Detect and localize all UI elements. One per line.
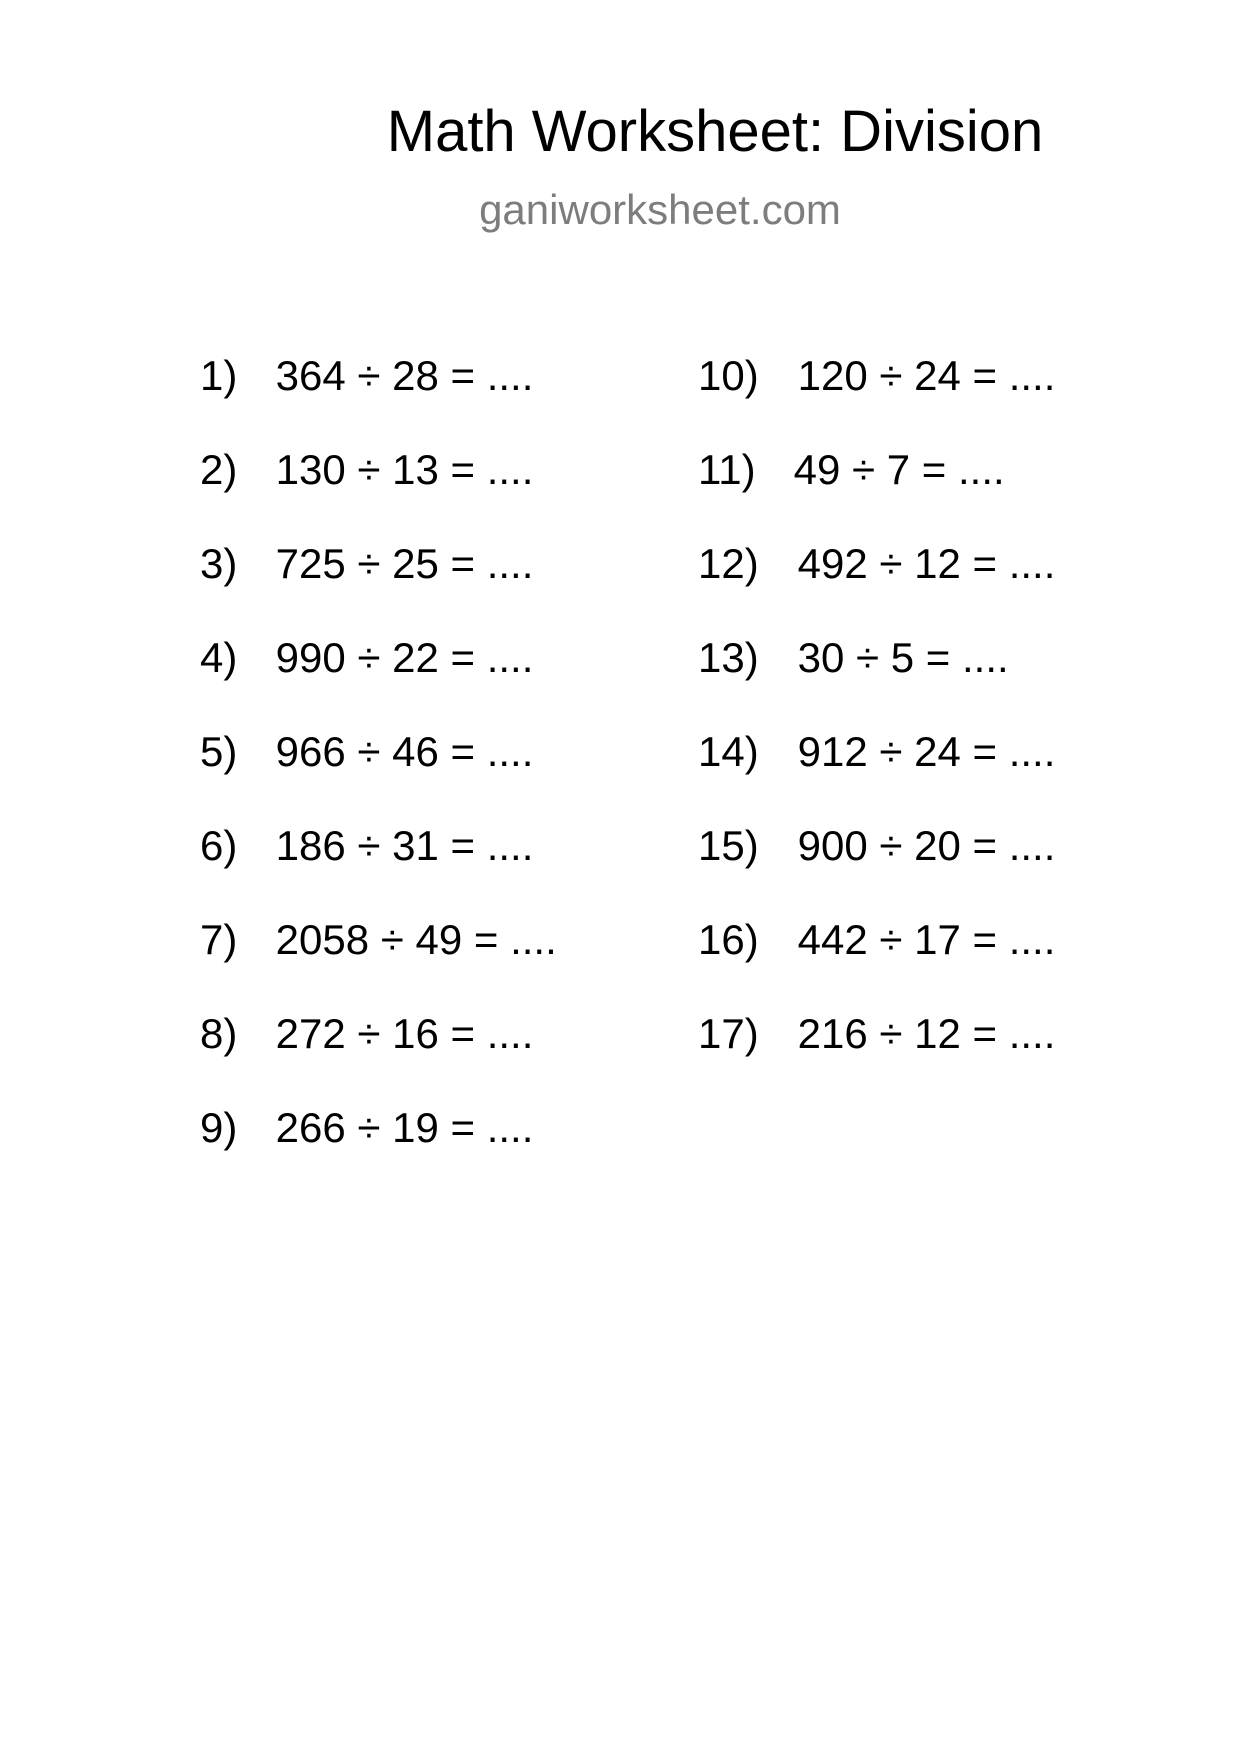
worksheet-title: Math Worksheet: Division <box>386 99 1044 164</box>
problem-number: 5) <box>200 728 238 775</box>
problem-11 <box>698 445 1005 495</box>
problem-number: 12) <box>698 540 759 587</box>
problem-17 <box>698 1009 1055 1059</box>
problem-number: 9) <box>200 1104 238 1151</box>
problem-number: 6) <box>200 822 238 869</box>
problem-expression: 990 ÷ 22 = .... <box>275 634 534 681</box>
problem-number: 10) <box>698 352 759 399</box>
problem-expression: 364 ÷ 28 = .... <box>275 352 534 399</box>
problem-6 <box>200 821 533 871</box>
problem-number: 13) <box>698 634 759 681</box>
problem-expression: 120 ÷ 24 = .... <box>797 352 1056 399</box>
problem-expression: 900 ÷ 20 = .... <box>797 822 1056 869</box>
problem-expression: 725 ÷ 25 = .... <box>275 540 534 587</box>
problem-number: 3) <box>200 540 238 587</box>
problem-expression: 492 ÷ 12 = .... <box>797 540 1056 587</box>
problem-3 <box>200 539 533 589</box>
problem-number: 7) <box>200 916 238 963</box>
problem-expression: 442 ÷ 17 = .... <box>797 916 1056 963</box>
problem-12 <box>698 539 1055 589</box>
problem-expression: 30 ÷ 5 = .... <box>797 634 1009 681</box>
problem-number: 11) <box>698 446 756 493</box>
problem-number: 14) <box>698 728 759 775</box>
problem-5 <box>200 727 533 777</box>
problem-14 <box>698 727 1055 777</box>
problem-8 <box>200 1009 533 1059</box>
problem-expression: 966 ÷ 46 = .... <box>275 728 534 775</box>
problem-number: 2) <box>200 446 238 493</box>
problem-expression: 266 ÷ 19 = .... <box>275 1104 534 1151</box>
problem-expression: 130 ÷ 13 = .... <box>275 446 534 493</box>
problem-16 <box>698 915 1055 965</box>
problem-number: 17) <box>698 1010 759 1057</box>
problem-7 <box>200 915 557 965</box>
problem-number: 1) <box>200 352 238 399</box>
problem-number: 4) <box>200 634 238 681</box>
problem-13 <box>698 633 1009 683</box>
problem-number: 8) <box>200 1010 238 1057</box>
problem-expression: 49 ÷ 7 = .... <box>793 446 1005 493</box>
problem-expression: 272 ÷ 16 = .... <box>275 1010 534 1057</box>
problem-15 <box>698 821 1055 871</box>
problem-10 <box>698 351 1055 401</box>
problem-expression: 912 ÷ 24 = .... <box>797 728 1056 775</box>
problem-4 <box>200 633 533 683</box>
problem-expression: 186 ÷ 31 = .... <box>275 822 534 869</box>
problem-1 <box>200 351 533 401</box>
problem-2 <box>200 445 533 495</box>
website-name: ganiworksheet.com <box>479 186 841 233</box>
problem-expression: 216 ÷ 12 = .... <box>797 1010 1056 1057</box>
problem-expression: 2058 ÷ 49 = .... <box>275 916 557 963</box>
problem-number: 15) <box>698 822 759 869</box>
problem-number: 16) <box>698 916 759 963</box>
problem-9 <box>200 1103 533 1153</box>
